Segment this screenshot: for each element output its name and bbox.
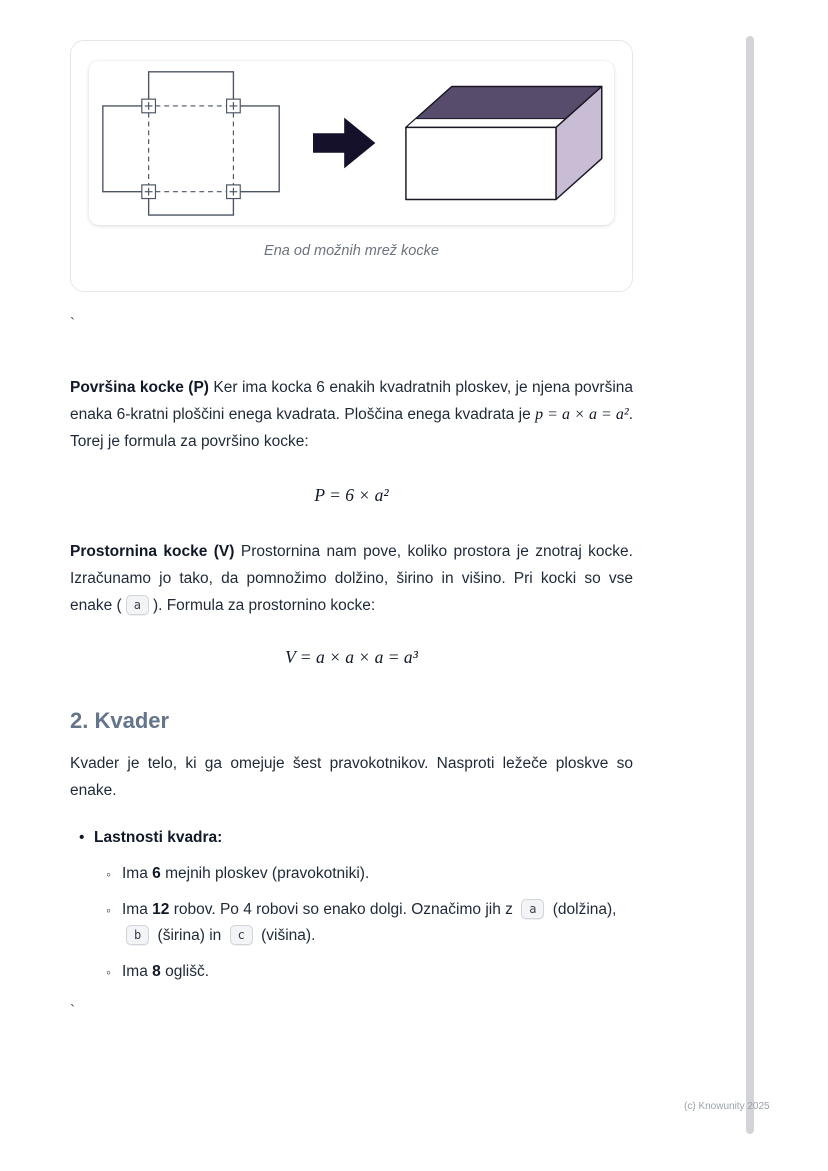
paragraph-kvader-intro: Kvader je telo, ki ga omejuje šest pravokotnikov. Nasproti ležeče ploskve so enake. [70, 755, 633, 799]
list-item-edges [122, 897, 633, 949]
list-item-properties [94, 824, 633, 985]
item2-text-4: (širina) in [153, 927, 226, 944]
document-body [70, 40, 633, 1021]
arrow-right-icon [313, 113, 377, 173]
stray-backtick: ` [70, 315, 75, 332]
paragraph-surface [70, 374, 633, 455]
item3-text-1: Ima [122, 963, 153, 980]
item1-text-2: mejnih ploskev (pravokotniki). [160, 865, 370, 882]
kbd-chip-c: c [230, 925, 253, 945]
item2-number: 12 [152, 901, 170, 918]
surface-formula: P = 6 × a² [314, 485, 389, 505]
kbd-chip-b: b [126, 925, 149, 945]
volume-text-1: Prostornina nam pove, koliko prostora je znotraj kocke. Izračunamo jo tako, da pomnožimo dolžino, širino in višino. Pri kocki so vse enake ( [70, 543, 633, 614]
volume-text-2: ). Formula za prostornino kocke: [152, 597, 376, 614]
list-item-vertices [122, 959, 633, 985]
section-heading-kvader: 2. Kvader [70, 708, 170, 733]
item2-text-3: (dolžina), [548, 901, 617, 918]
item1-number: 6 [152, 865, 161, 882]
volume-title: Prostornina kocke (V) [70, 543, 235, 560]
surface-title: Površina kocke (P) [70, 379, 209, 396]
surface-text-1: Ker ima kocka 6 enakih kvadratnih ploskev, je njena površina enaka 6-kratni ploščini enega kvadrata. Ploščina enega kvadrata je [70, 379, 634, 423]
item3-number: 8 [152, 963, 161, 980]
surface-text-2: . Torej je formula za površino kocke: [70, 406, 633, 450]
item1-text-1: Ima [122, 865, 153, 882]
item2-text-2: robov. Po 4 robovi so enako dolgi. Označimo jih z [169, 901, 518, 918]
list-title: Lastnosti kvadra: [94, 829, 223, 846]
cube-net-figure [97, 67, 287, 219]
figure-panel [89, 61, 614, 225]
paragraph-volume [70, 538, 633, 619]
item3-text-2: oglišč. [160, 963, 210, 980]
kbd-chip-a2: a [521, 899, 544, 919]
item2-text-5: (višina). [256, 927, 316, 944]
figure-caption: Ena od možnih mrež kocke [264, 243, 439, 259]
surface-inline-math: p = a × a = a² [535, 406, 629, 423]
open-box-figure [403, 81, 606, 205]
vertical-scrollbar[interactable] [746, 36, 754, 1134]
kvader-properties-sublist [94, 861, 633, 985]
footer-credit: (c) Knowunity 2025 [684, 1101, 770, 1112]
list-item-faces [122, 861, 633, 887]
figure-card [70, 40, 633, 292]
kbd-chip-a: a [126, 595, 149, 615]
volume-formula: V = a × a × a = a³ [285, 647, 418, 667]
stray-backtick-2: ` [70, 1002, 75, 1019]
kvader-properties-list [70, 824, 633, 985]
item2-text-1: Ima [122, 901, 153, 918]
